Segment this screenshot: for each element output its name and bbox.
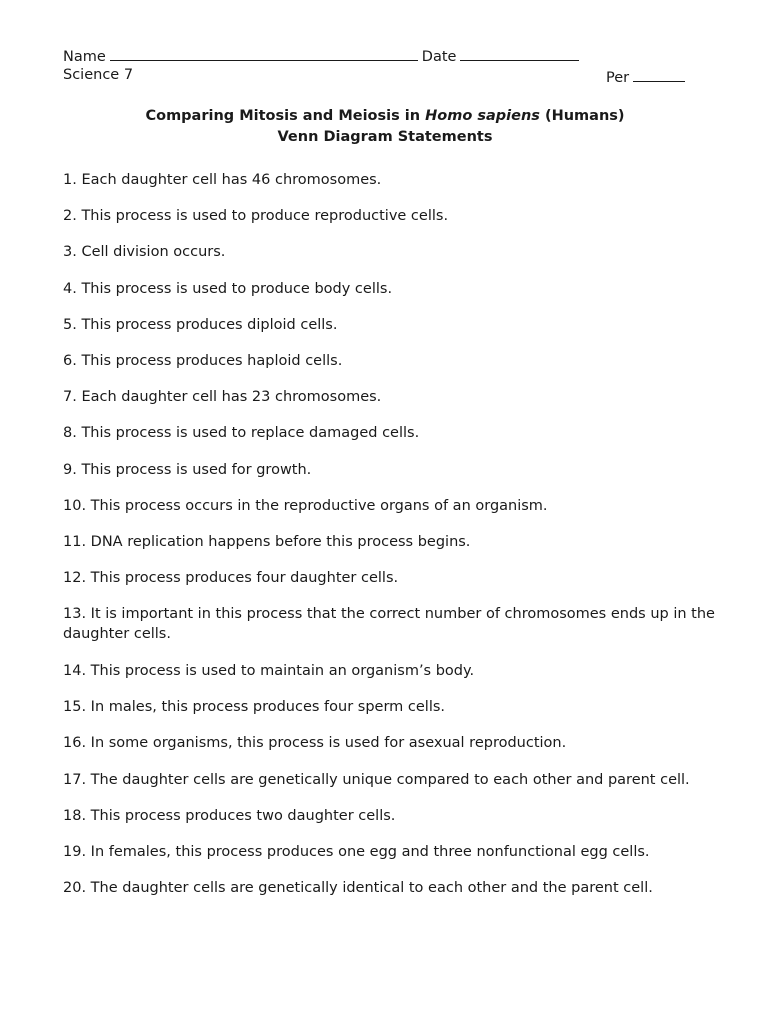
title-italic: Homo sapiens <box>425 108 540 124</box>
per-blank <box>633 67 685 82</box>
statement-5: 5. This process produces diploid cells. <box>63 317 338 333</box>
per-label: Per <box>606 70 630 86</box>
statement-18: 18. This process produces two daughter cells. <box>63 808 396 824</box>
title-part-1: Comparing Mitosis and Meiosis in <box>145 108 426 124</box>
statement-19: 19. In females, this process produces one egg and three nonfunctional egg cells. <box>63 844 650 860</box>
statement-1: 1. Each daughter cell has 46 chromosomes. <box>63 172 382 188</box>
name-label: Name <box>63 49 106 65</box>
date-blank <box>460 46 579 61</box>
per-row <box>606 67 689 86</box>
statement-3: 3. Cell division occurs. <box>63 244 226 260</box>
statement-10: 10. This process occurs in the reproductive organs of an organism. <box>63 498 548 514</box>
statement-6: 6. This process produces haploid cells. <box>63 353 343 369</box>
statement-14: 14. This process is used to maintain an organism’s body. <box>63 663 475 679</box>
page-title <box>0 108 770 124</box>
statement-8: 8. This process is used to replace damaged cells. <box>63 425 420 441</box>
statement-13: 13. It is important in this process that the correct number of chromosomes ends up in the daughter cells. <box>63 606 715 642</box>
class-label: Science 7 <box>63 67 134 83</box>
statement-7: 7. Each daughter cell has 23 chromosomes. <box>63 389 382 405</box>
statement-17: 17. The daughter cells are genetically unique compared to each other and parent cell. <box>63 772 690 788</box>
statement-20: 20. The daughter cells are genetically identical to each other and the parent cell. <box>63 880 653 896</box>
title-part-2: (Humans) <box>539 108 625 124</box>
page-subtitle: Venn Diagram Statements <box>277 129 493 145</box>
date-label: Date <box>421 49 457 65</box>
statement-9: 9. This process is used for growth. <box>63 462 312 478</box>
statement-4: 4. This process is used to produce body cells. <box>63 281 393 297</box>
name-date-row <box>63 46 583 65</box>
statement-2: 2. This process is used to produce reproductive cells. <box>63 208 449 224</box>
statement-16: 16. In some organisms, this process is used for asexual reproduction. <box>63 735 567 751</box>
name-blank <box>110 46 418 61</box>
statement-15: 15. In males, this process produces four sperm cells. <box>63 699 446 715</box>
statement-12: 12. This process produces four daughter cells. <box>63 570 399 586</box>
statement-11: 11. DNA replication happens before this process begins. <box>63 534 471 550</box>
